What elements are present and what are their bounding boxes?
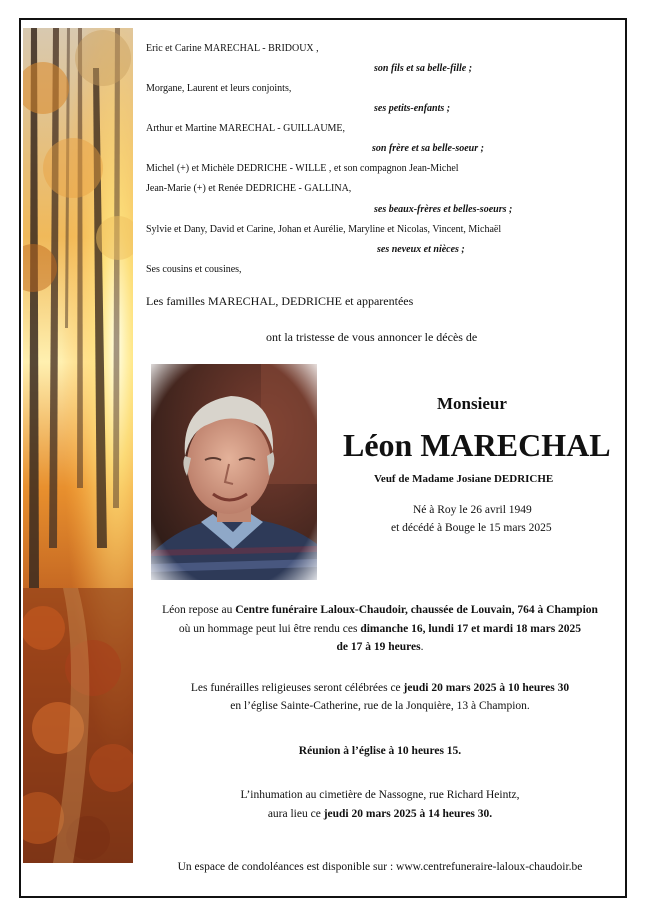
family-name-1: Eric et Carine MARECHAL - BRIDOUX , xyxy=(146,43,319,54)
born-line: Né à Roy le 26 avril 1949 xyxy=(413,504,532,516)
rest-line-3: de 17 à 19 heures. xyxy=(336,641,424,653)
died-line: et décédé à Bouge le 15 mars 2025 xyxy=(391,522,552,534)
widower-line: Veuf de Madame Josiane DEDRICHE xyxy=(374,473,554,485)
condolences-line: Un espace de condoléances est disponible sur : www.centrefuneraire-laloux-chaudoir.be xyxy=(177,861,583,873)
family-relation-5: ses neveux et nièces ; xyxy=(377,244,465,255)
rest-line-1: Léon repose au Centre funéraire Laloux-Chaudoir, chaussée de Louvain, 764 à Champion xyxy=(162,604,598,616)
family-name-4b: Jean-Marie (+) et Renée DEDRICHE - GALLINA, xyxy=(146,183,352,194)
announce-line: ont la tristesse de vous annoncer le décès de xyxy=(266,330,478,344)
families-line: Les familles MARECHAL, DEDRICHE et apparentées xyxy=(146,294,414,308)
cousins-line: Ses cousins et cousines, xyxy=(146,264,242,275)
funeral-line-1: Les funérailles religieuses seront célébrées ce jeudi 20 mars 2025 à 10 heures 30 xyxy=(190,682,570,694)
family-name-5: Sylvie et Dany, David et Carine, Johan et Aurélie, Maryline et Nicolas, Vincent, Michaël xyxy=(146,224,502,235)
meeting-line: Réunion à l’église à 10 heures 15. xyxy=(298,745,462,757)
family-relation-1: son fils et sa belle-fille ; xyxy=(374,63,473,74)
autumn-forest-image xyxy=(23,28,133,863)
honorific: Monsieur xyxy=(437,394,507,413)
family-relation-3: son frère et sa belle-soeur ; xyxy=(372,143,484,154)
deceased-name: Léon MARECHAL xyxy=(343,427,611,463)
deceased-photo xyxy=(151,364,317,580)
family-name-4: Michel (+) et Michèle DEDRICHE - WILLE , et son compagnon Jean-Michel xyxy=(146,163,459,174)
family-name-2: Morgane, Laurent et leurs conjoints, xyxy=(146,83,292,94)
burial-line-2: aura lieu ce jeudi 20 mars 2025 à 14 heures 30. xyxy=(267,808,493,820)
rest-line-2: où un hommage peut lui être rendu ces dimanche 16, lundi 17 et mardi 18 mars 2025 xyxy=(178,623,582,635)
funeral-line-2: en l’église Sainte-Catherine, rue de la Jonquière, 13 à Champion. xyxy=(230,700,530,712)
family-name-3: Arthur et Martine MARECHAL - GUILLAUME, xyxy=(146,123,346,134)
family-relation-2: ses petits-enfants ; xyxy=(374,103,451,114)
burial-line-1: L’inhumation au cimetière de Nassogne, rue Richard Heintz, xyxy=(240,789,520,801)
family-relation-4: ses beaux-frères et belles-soeurs ; xyxy=(374,204,513,215)
